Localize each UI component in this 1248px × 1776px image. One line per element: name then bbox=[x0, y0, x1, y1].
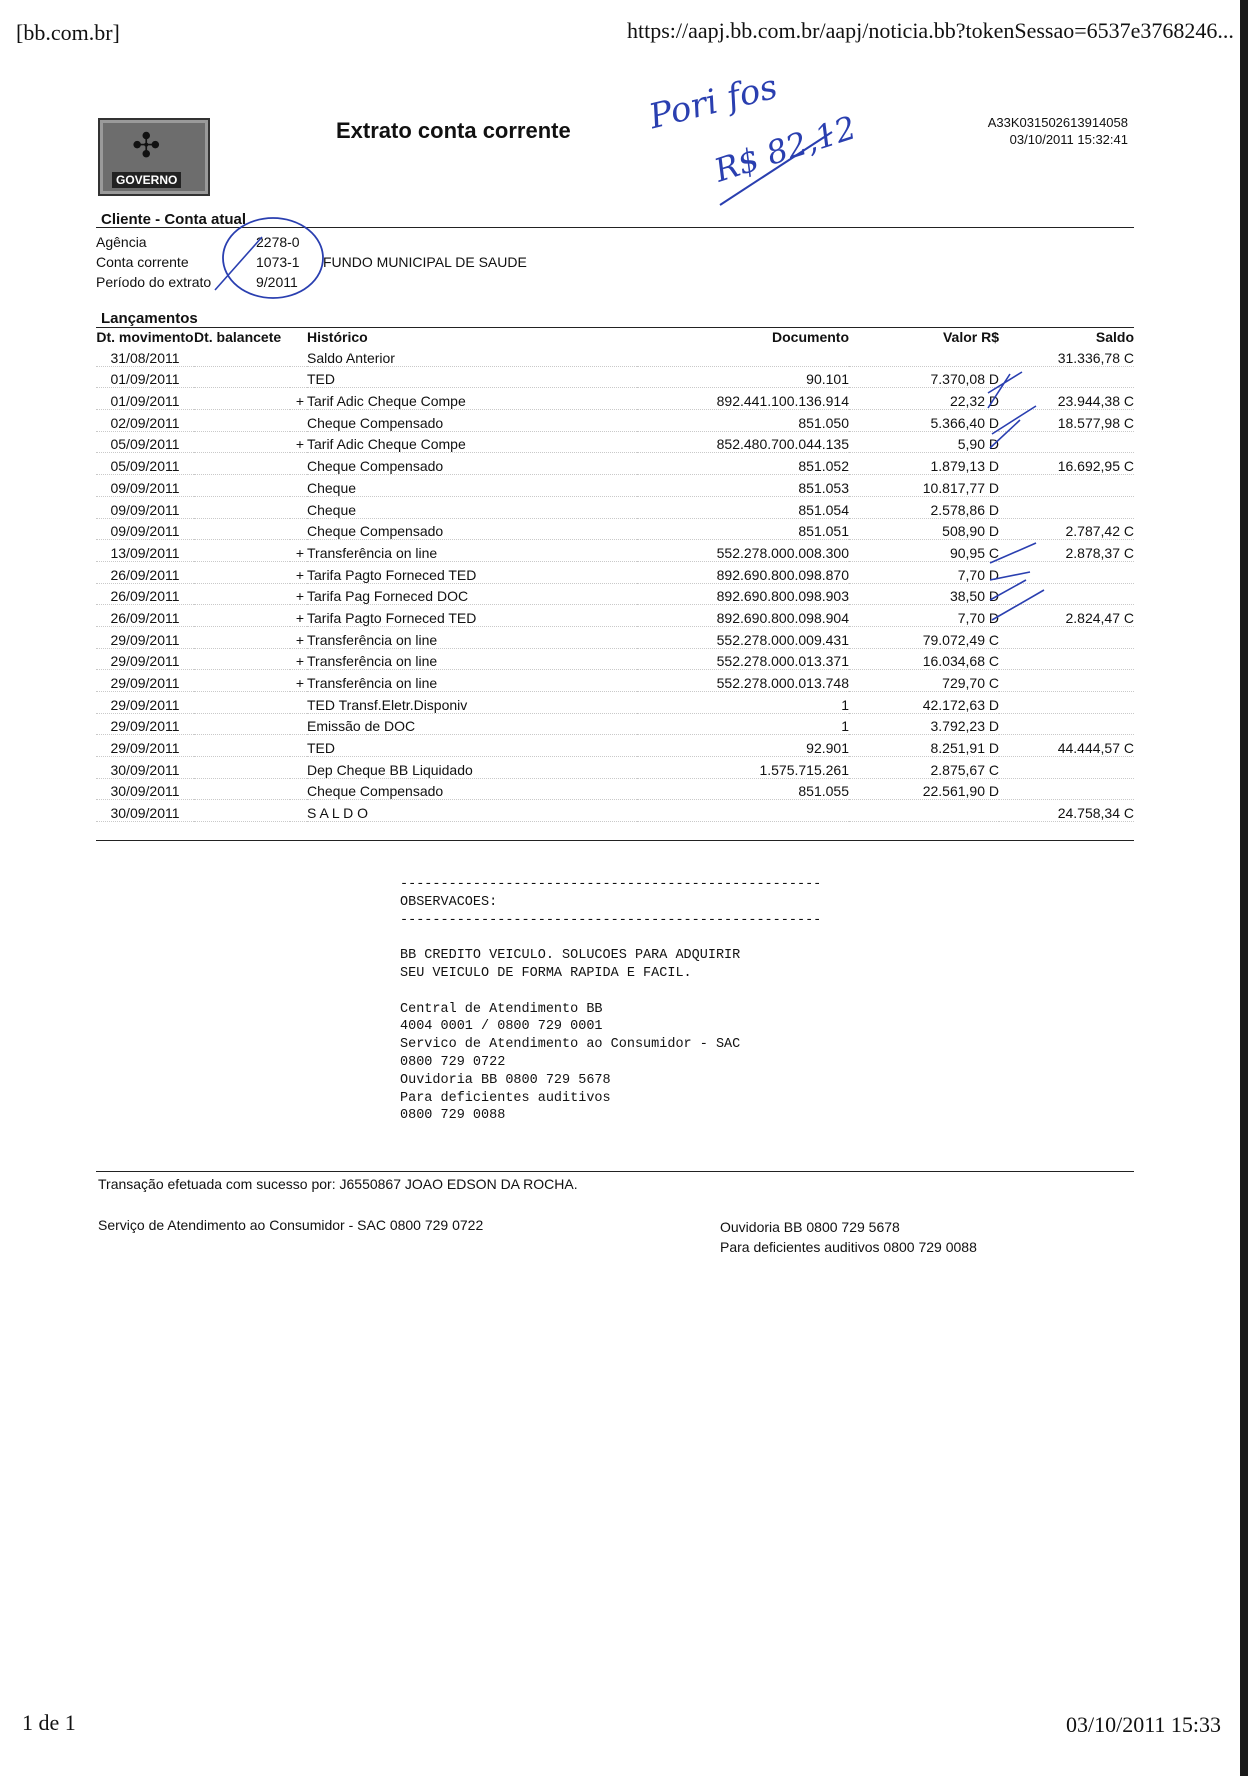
table-row bbox=[96, 735, 1134, 757]
handwritten-amount: R$ 82,12 bbox=[709, 108, 861, 190]
cell-valor: 508,90 D bbox=[849, 518, 999, 540]
periodo-value: 9/2011 bbox=[256, 274, 298, 290]
cell-plus-marker: + bbox=[290, 626, 307, 648]
cell-historico: Emissão de DOC bbox=[307, 713, 637, 735]
cell-dt-movimento: 26/09/2011 bbox=[96, 605, 194, 627]
cell-historico: Cheque Compensado bbox=[307, 778, 637, 800]
table-row bbox=[96, 366, 1134, 388]
col-documento: Documento bbox=[772, 329, 849, 345]
cell-dt-balancete bbox=[194, 735, 290, 757]
cell-valor: 729,70 C bbox=[849, 670, 999, 692]
cell-saldo bbox=[999, 670, 1134, 692]
cell-valor: 7,70 D bbox=[849, 561, 999, 583]
logo-label: GOVERNO bbox=[112, 172, 181, 188]
table-row bbox=[96, 453, 1134, 475]
agencia-label: Agência bbox=[96, 234, 147, 250]
cell-saldo: 23.944,38 C bbox=[999, 388, 1134, 410]
cell-documento bbox=[637, 345, 849, 366]
deficientes-line: Para deficientes auditivos 0800 729 0088 bbox=[720, 1239, 977, 1255]
cell-dt-movimento: 29/09/2011 bbox=[96, 735, 194, 757]
cell-documento: 892.441.100.136.914 bbox=[637, 388, 849, 410]
cell-valor: 1.879,13 D bbox=[849, 453, 999, 475]
cell-documento: 851.050 bbox=[637, 410, 849, 432]
table-row bbox=[96, 388, 1134, 410]
table-row bbox=[96, 518, 1134, 540]
agencia-value: 2278-0 bbox=[256, 234, 300, 250]
cell-dt-movimento: 29/09/2011 bbox=[96, 713, 194, 735]
cell-plus-marker bbox=[290, 475, 307, 497]
cell-documento: 1 bbox=[637, 713, 849, 735]
cell-plus-marker bbox=[290, 518, 307, 540]
cell-valor: 5.366,40 D bbox=[849, 410, 999, 432]
cell-documento: 552.278.000.013.371 bbox=[637, 648, 849, 670]
cell-documento: 851.054 bbox=[637, 496, 849, 518]
cell-dt-movimento: 29/09/2011 bbox=[96, 670, 194, 692]
cell-saldo bbox=[999, 648, 1134, 670]
cell-saldo bbox=[999, 757, 1134, 779]
col-valor: Valor R$ bbox=[942, 329, 999, 345]
cell-documento: 892.690.800.098.870 bbox=[637, 561, 849, 583]
table-row bbox=[96, 757, 1134, 779]
cell-saldo bbox=[999, 583, 1134, 605]
cell-valor: 79.072,49 C bbox=[849, 626, 999, 648]
cell-plus-marker bbox=[290, 735, 307, 757]
cell-saldo bbox=[999, 475, 1134, 497]
cell-valor: 8.251,91 D bbox=[849, 735, 999, 757]
cell-plus-marker: + bbox=[290, 431, 307, 453]
cell-dt-movimento: 30/09/2011 bbox=[96, 778, 194, 800]
cell-documento: 90.101 bbox=[637, 366, 849, 388]
cell-valor bbox=[849, 345, 999, 366]
col-dt-movimento: Dt. movimento bbox=[96, 329, 194, 345]
cell-plus-marker bbox=[290, 496, 307, 518]
cell-valor: 22,32 D bbox=[849, 388, 999, 410]
cell-dt-movimento: 30/09/2011 bbox=[96, 757, 194, 779]
print-header-url: https://aapj.bb.com.br/aapj/noticia.bb?tokenSessao=6537e3768246... bbox=[627, 18, 1234, 43]
cell-plus-marker: + bbox=[290, 561, 307, 583]
cell-dt-movimento: 05/09/2011 bbox=[96, 431, 194, 453]
cell-valor: 38,50 D bbox=[849, 583, 999, 605]
cell-dt-balancete bbox=[194, 692, 290, 714]
cell-saldo: 24.758,34 C bbox=[999, 800, 1134, 822]
cell-plus-marker: + bbox=[290, 388, 307, 410]
divider bbox=[96, 227, 1134, 228]
cell-documento: 851.055 bbox=[637, 778, 849, 800]
cell-historico: Cheque Compensado bbox=[307, 410, 637, 432]
cell-valor bbox=[849, 800, 999, 822]
table-row bbox=[96, 648, 1134, 670]
cell-dt-balancete bbox=[194, 713, 290, 735]
conta-value: 1073-1 bbox=[256, 254, 300, 270]
cell-historico: Transferência on line bbox=[307, 670, 637, 692]
cell-historico: S A L D O bbox=[307, 800, 637, 822]
cell-plus-marker bbox=[290, 757, 307, 779]
cell-dt-balancete bbox=[194, 366, 290, 388]
cell-dt-balancete bbox=[194, 800, 290, 822]
cell-dt-balancete bbox=[194, 583, 290, 605]
cell-dt-balancete bbox=[194, 757, 290, 779]
cell-dt-balancete bbox=[194, 648, 290, 670]
table-row bbox=[96, 713, 1134, 735]
print-footer-timestamp: 03/10/2011 15:33 bbox=[1066, 1712, 1222, 1737]
cell-historico: Tarifa Pag Forneced DOC bbox=[307, 583, 637, 605]
ouvidoria-line: Ouvidoria BB 0800 729 5678 bbox=[720, 1219, 900, 1235]
transactions-body bbox=[96, 345, 1134, 822]
cell-historico: TED Transf.Eletr.Disponiv bbox=[307, 692, 637, 714]
cell-dt-balancete bbox=[194, 626, 290, 648]
cell-dt-movimento: 13/09/2011 bbox=[96, 540, 194, 562]
cell-saldo bbox=[999, 431, 1134, 453]
cell-dt-movimento: 09/09/2011 bbox=[96, 518, 194, 540]
cell-valor: 16.034,68 C bbox=[849, 648, 999, 670]
cell-documento: 552.278.000.013.748 bbox=[637, 670, 849, 692]
cell-saldo bbox=[999, 366, 1134, 388]
cell-documento: 1.575.715.261 bbox=[637, 757, 849, 779]
cell-plus-marker bbox=[290, 778, 307, 800]
cell-plus-marker bbox=[290, 366, 307, 388]
col-saldo: Saldo bbox=[1095, 329, 1134, 345]
cell-dt-balancete bbox=[194, 345, 290, 366]
document-datetime: 03/10/2011 15:32:41 bbox=[1009, 132, 1128, 147]
print-header-site: [bb.com.br] bbox=[16, 20, 120, 45]
table-row bbox=[96, 692, 1134, 714]
observacoes-block: ---------------------------------------------------- OBSERVACOES: ---------------------------------------------------- BB CREDITO VEICULO. SOLUCOES PARA ADQUIRIR SEU VEICULO DE FORMA RAPIDA E FACIL. Central de Atendimento BB 4004 0001 / 0800 729 0001 Servico de Atendimento ao Consumidor - SAC 0800 729 0722 Ouvidoria BB 0800 729 5678 Para deficientes auditivos 0800 729 0088 bbox=[400, 877, 822, 1124]
document-id: A33K031502613914058 bbox=[987, 115, 1128, 130]
cell-historico: Transferência on line bbox=[307, 626, 637, 648]
cell-dt-movimento: 05/09/2011 bbox=[96, 453, 194, 475]
cell-historico: TED bbox=[307, 366, 637, 388]
cell-valor: 3.792,23 D bbox=[849, 713, 999, 735]
cell-valor: 2.578,86 D bbox=[849, 496, 999, 518]
print-footer-page: 1 de 1 bbox=[22, 1710, 76, 1735]
cell-dt-movimento: 09/09/2011 bbox=[96, 496, 194, 518]
cell-documento: 552.278.000.008.300 bbox=[637, 540, 849, 562]
table-row bbox=[96, 540, 1134, 562]
cell-historico: Cheque Compensado bbox=[307, 518, 637, 540]
table-row bbox=[96, 475, 1134, 497]
col-historico: Histórico bbox=[307, 329, 368, 345]
cell-dt-balancete bbox=[194, 388, 290, 410]
cell-historico: Cheque bbox=[307, 496, 637, 518]
cell-dt-balancete bbox=[194, 518, 290, 540]
periodo-label: Período do extrato bbox=[96, 274, 212, 290]
cell-plus-marker: + bbox=[290, 670, 307, 692]
cell-historico: Transferência on line bbox=[307, 540, 637, 562]
cell-valor: 90,95 C bbox=[849, 540, 999, 562]
cell-historico: Cheque bbox=[307, 475, 637, 497]
cell-plus-marker bbox=[290, 800, 307, 822]
ouvidoria-contact bbox=[720, 1217, 977, 1257]
cell-dt-movimento: 09/09/2011 bbox=[96, 475, 194, 497]
cell-documento: 851.053 bbox=[637, 475, 849, 497]
table-row bbox=[96, 583, 1134, 605]
client-section-title: Cliente - Conta atual bbox=[101, 211, 247, 228]
cell-valor: 7,70 D bbox=[849, 605, 999, 627]
table-row bbox=[96, 496, 1134, 518]
cell-dt-movimento: 01/09/2011 bbox=[96, 366, 194, 388]
cell-plus-marker: + bbox=[290, 648, 307, 670]
cell-dt-movimento: 26/09/2011 bbox=[96, 561, 194, 583]
table-row bbox=[96, 605, 1134, 627]
cell-saldo bbox=[999, 496, 1134, 518]
cell-documento bbox=[637, 800, 849, 822]
cell-historico: TED bbox=[307, 735, 637, 757]
cell-dt-balancete bbox=[194, 475, 290, 497]
cell-saldo: 31.336,78 C bbox=[999, 345, 1134, 366]
cell-historico: Tarif Adic Cheque Compe bbox=[307, 388, 637, 410]
cell-plus-marker bbox=[290, 692, 307, 714]
table-row bbox=[96, 431, 1134, 453]
table-bottom-rule bbox=[96, 840, 1134, 841]
cell-historico: Transferência on line bbox=[307, 648, 637, 670]
table-row bbox=[96, 670, 1134, 692]
cell-documento: 552.278.000.009.431 bbox=[637, 626, 849, 648]
cell-valor: 22.561,90 D bbox=[849, 778, 999, 800]
bb-logo bbox=[98, 118, 210, 196]
cell-dt-movimento: 29/09/2011 bbox=[96, 692, 194, 714]
cell-plus-marker bbox=[290, 345, 307, 366]
cell-historico: Tarifa Pagto Forneced TED bbox=[307, 605, 637, 627]
cell-plus-marker: + bbox=[290, 540, 307, 562]
transactions-table bbox=[96, 325, 1134, 822]
table-row bbox=[96, 626, 1134, 648]
lancamentos-section-title: Lançamentos bbox=[101, 310, 198, 327]
cell-dt-balancete bbox=[194, 410, 290, 432]
cell-dt-movimento: 31/08/2011 bbox=[96, 345, 194, 366]
cell-dt-movimento: 02/09/2011 bbox=[96, 410, 194, 432]
cell-saldo bbox=[999, 713, 1134, 735]
page-title: Extrato conta corrente bbox=[336, 118, 571, 143]
table-row bbox=[96, 778, 1134, 800]
cell-documento: 892.690.800.098.903 bbox=[637, 583, 849, 605]
cell-historico: Tarif Adic Cheque Compe bbox=[307, 431, 637, 453]
cell-valor: 5,90 D bbox=[849, 431, 999, 453]
cell-dt-movimento: 29/09/2011 bbox=[96, 626, 194, 648]
cell-saldo bbox=[999, 561, 1134, 583]
cell-saldo: 2.787,42 C bbox=[999, 518, 1134, 540]
cell-dt-balancete bbox=[194, 540, 290, 562]
cell-documento: 92.901 bbox=[637, 735, 849, 757]
divider bbox=[96, 1171, 1134, 1172]
cell-saldo: 2.878,37 C bbox=[999, 540, 1134, 562]
cell-documento: 1 bbox=[637, 692, 849, 714]
cell-dt-movimento: 29/09/2011 bbox=[96, 648, 194, 670]
cell-saldo: 16.692,95 C bbox=[999, 453, 1134, 475]
bb-logo-icon: ✣ bbox=[132, 127, 161, 165]
cell-plus-marker: + bbox=[290, 605, 307, 627]
cell-historico: Tarifa Pagto Forneced TED bbox=[307, 561, 637, 583]
cell-saldo bbox=[999, 778, 1134, 800]
table-row bbox=[96, 345, 1134, 366]
cell-dt-balancete bbox=[194, 561, 290, 583]
cell-plus-marker bbox=[290, 713, 307, 735]
conta-label: Conta corrente bbox=[96, 254, 189, 270]
cell-valor: 2.875,67 C bbox=[849, 757, 999, 779]
cell-dt-movimento: 01/09/2011 bbox=[96, 388, 194, 410]
table-row bbox=[96, 410, 1134, 432]
cell-historico: Cheque Compensado bbox=[307, 453, 637, 475]
cell-saldo: 18.577,98 C bbox=[999, 410, 1134, 432]
cell-historico: Saldo Anterior bbox=[307, 345, 637, 366]
cell-documento: 852.480.700.044.135 bbox=[637, 431, 849, 453]
cell-plus-marker: + bbox=[290, 583, 307, 605]
transaction-status: Transação efetuada com sucesso por: J6550867 JOAO EDSON DA ROCHA. bbox=[98, 1176, 578, 1192]
sac-contact: Serviço de Atendimento ao Consumidor - SAC 0800 729 0722 bbox=[98, 1217, 484, 1233]
cell-valor: 42.172,63 D bbox=[849, 692, 999, 714]
table-row bbox=[96, 561, 1134, 583]
cell-saldo bbox=[999, 626, 1134, 648]
cell-documento: 892.690.800.098.904 bbox=[637, 605, 849, 627]
cell-saldo bbox=[999, 692, 1134, 714]
cell-dt-movimento: 26/09/2011 bbox=[96, 583, 194, 605]
cell-saldo: 44.444,57 C bbox=[999, 735, 1134, 757]
cell-plus-marker bbox=[290, 410, 307, 432]
cell-dt-balancete bbox=[194, 778, 290, 800]
conta-name: FUNDO MUNICIPAL DE SAUDE bbox=[323, 254, 527, 270]
table-header-row bbox=[96, 325, 1134, 345]
handwritten-note: Pori fos bbox=[645, 66, 782, 138]
col-dt-balancete: Dt. balancete bbox=[194, 329, 282, 345]
cell-saldo: 2.824,47 C bbox=[999, 605, 1134, 627]
cell-dt-movimento: 30/09/2011 bbox=[96, 800, 194, 822]
cell-dt-balancete bbox=[194, 670, 290, 692]
cell-dt-balancete bbox=[194, 431, 290, 453]
cell-dt-balancete bbox=[194, 496, 290, 518]
cell-documento: 851.051 bbox=[637, 518, 849, 540]
table-row bbox=[96, 800, 1134, 822]
cell-valor: 10.817,77 D bbox=[849, 475, 999, 497]
cell-documento: 851.052 bbox=[637, 453, 849, 475]
document-id-block bbox=[974, 114, 1128, 148]
cell-plus-marker bbox=[290, 453, 307, 475]
cell-historico: Dep Cheque BB Liquidado bbox=[307, 757, 637, 779]
cell-valor: 7.370,08 D bbox=[849, 366, 999, 388]
cell-dt-balancete bbox=[194, 605, 290, 627]
cell-dt-balancete bbox=[194, 453, 290, 475]
